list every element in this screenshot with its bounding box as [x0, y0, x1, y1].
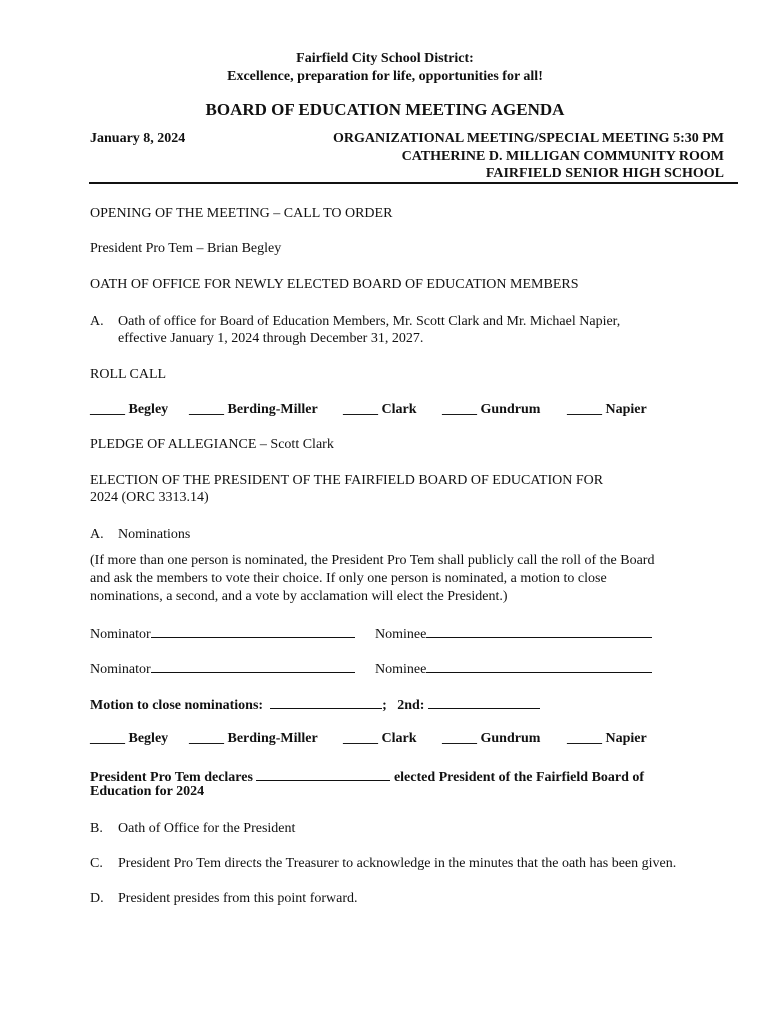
motion-separator: ;: [382, 698, 387, 713]
nominator-row-1: [90, 623, 355, 644]
oath-heading: OATH OF OFFICE FOR NEWLY ELECTED BOARD OF EDUCATION MEMBERS: [90, 277, 579, 292]
vote-gundrum: _____ Gundrum: [442, 731, 541, 746]
nominations-note-line3: nominations, a second, and a vote by acclamation will elect the President.): [90, 589, 508, 604]
motion-label: Motion to close nominations:: [90, 698, 264, 713]
vote-napier: _____ Napier: [567, 731, 647, 746]
roll-call-clark: _____ Clark: [343, 402, 417, 417]
nominations-letter: A.: [90, 527, 104, 542]
item-c-letter: C.: [90, 856, 103, 871]
item-d-letter: D.: [90, 891, 104, 906]
opening-heading: OPENING OF THE MEETING – CALL TO ORDER: [90, 206, 393, 221]
roll-call-begley: _____ Begley: [90, 402, 169, 417]
item-b-letter: B.: [90, 821, 103, 836]
declares-prefix: President Pro Tem declares: [90, 770, 253, 785]
nominee-label: Nominee: [375, 662, 427, 677]
vote-berding-miller: _____ Berding-Miller: [189, 731, 318, 746]
vote-begley: _____ Begley: [90, 731, 169, 746]
nominee-label: Nominee: [375, 627, 427, 642]
second-blank[interactable]: [428, 694, 540, 709]
second-label: 2nd:: [397, 698, 425, 713]
nominator-row-2: [90, 658, 355, 679]
district-motto: Excellence, preparation for life, opportunities for all!: [227, 69, 543, 84]
meeting-location: FAIRFIELD SENIOR HIGH SCHOOL: [485, 166, 724, 181]
meeting-room: CATHERINE D. MILLIGAN COMMUNITY ROOM: [401, 149, 724, 164]
header-divider: [89, 182, 738, 184]
declares-line2: Education for 2024: [90, 784, 205, 799]
nominee-blank[interactable]: [426, 623, 652, 638]
nominator-label: Nominator: [90, 627, 151, 642]
nominator-blank[interactable]: [151, 623, 355, 638]
election-heading-line2: 2024 (ORC 3313.14): [90, 490, 209, 505]
president-pro-tem: President Pro Tem – Brian Begley: [90, 241, 282, 256]
nominee-row-2: [375, 658, 652, 679]
page-title: BOARD OF EDUCATION MEETING AGENDA: [205, 100, 565, 119]
nominations-label: Nominations: [118, 527, 191, 542]
oath-item-line2: effective January 1, 2024 through December 31, 2027.: [118, 331, 424, 346]
vote-clark: _____ Clark: [343, 731, 417, 746]
motion-blank[interactable]: [270, 694, 382, 709]
declares-suffix: elected President of the Fairfield Board of: [393, 770, 645, 785]
meeting-date: January 8, 2024: [90, 131, 186, 146]
nominator-label: Nominator: [90, 662, 151, 677]
item-c: President Pro Tem directs the Treasurer to acknowledge in the minutes that the oath has been given.: [118, 856, 677, 871]
pledge-heading: PLEDGE OF ALLEGIANCE – Scott Clark: [90, 437, 334, 452]
roll-call-heading: ROLL CALL: [90, 367, 167, 382]
nominations-note-line1: (If more than one person is nominated, the President Pro Tem shall publicly call the roll of the Board: [90, 553, 655, 568]
item-b: Oath of Office for the President: [118, 821, 296, 836]
nominee-blank[interactable]: [426, 658, 652, 673]
oath-item-letter: A.: [90, 314, 104, 329]
motion-close-nominations: [90, 694, 540, 715]
district-name: Fairfield City School District:: [296, 51, 474, 66]
nominator-blank[interactable]: [151, 658, 355, 673]
roll-call-berding-miller: _____ Berding-Miller: [189, 402, 318, 417]
roll-call-napier: _____ Napier: [567, 402, 647, 417]
declares-blank[interactable]: [256, 766, 390, 781]
nominee-row-1: [375, 623, 652, 644]
nominations-note-line2: and ask the members to vote their choice. If only one person is nominated, a motion to close: [90, 571, 607, 586]
meeting-type: ORGANIZATIONAL MEETING/SPECIAL MEETING 5:30 PM: [332, 131, 724, 146]
oath-item-line1: Oath of office for Board of Education Members, Mr. Scott Clark and Mr. Michael Napier,: [118, 314, 621, 329]
election-heading-line1: ELECTION OF THE PRESIDENT OF THE FAIRFIELD BOARD OF EDUCATION FOR: [90, 473, 604, 488]
item-d: President presides from this point forward.: [118, 891, 358, 906]
roll-call-gundrum: _____ Gundrum: [442, 402, 541, 417]
